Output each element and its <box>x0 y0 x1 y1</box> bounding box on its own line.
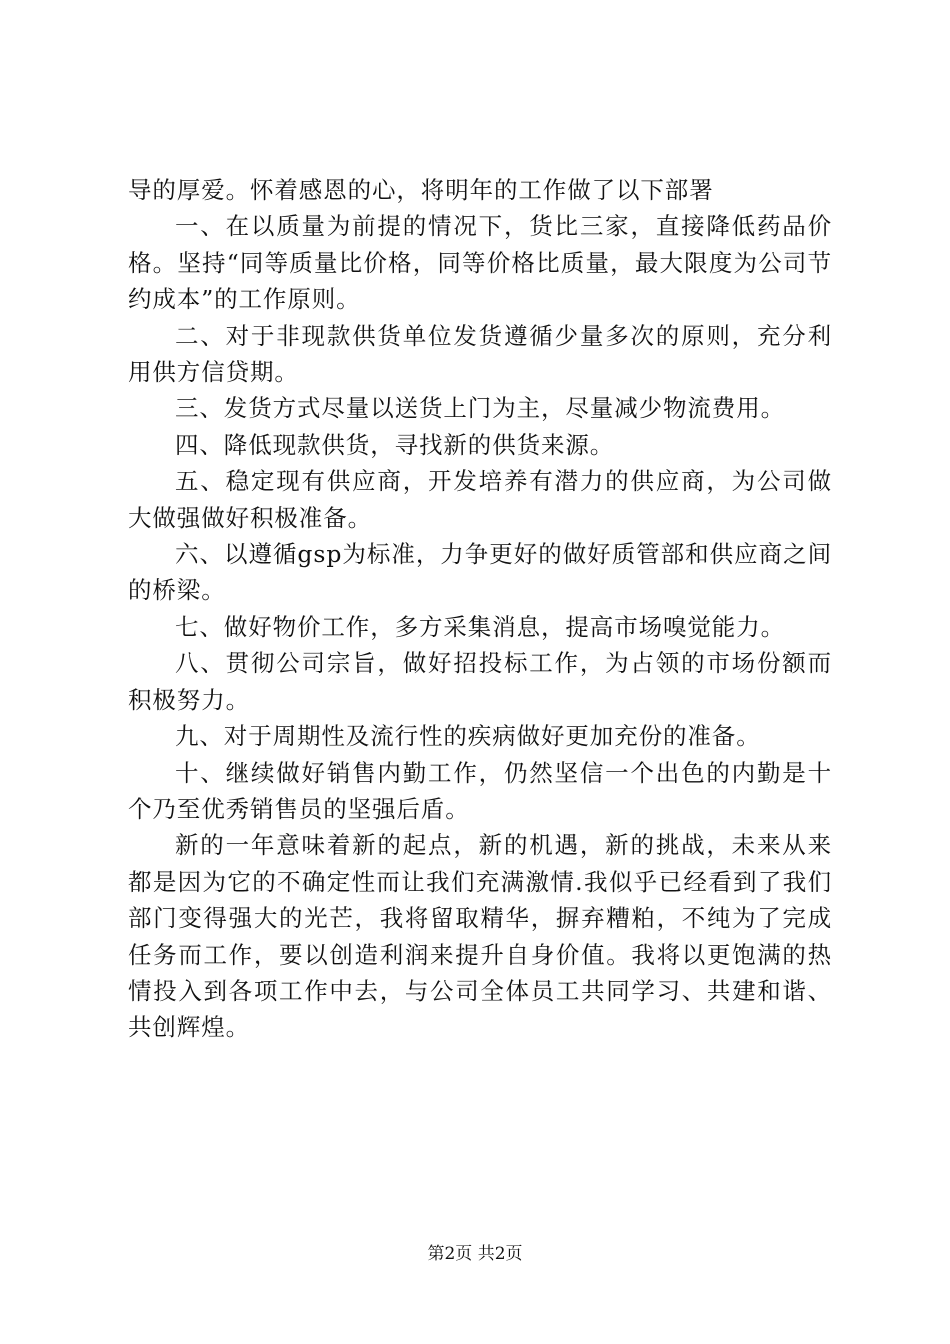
paragraph-closing: 新的一年意味着新的起点，新的机遇，新的挑战，未来从来都是因为它的不确定性而让我们充满激情.我似乎已经看到了我们部门变得强大的光芒，我将留取精华，摒弃糟粕，不纯为了完成任务而工作，要以创造利润来提升自身价值。我将以更饱满的热情投入到各项工作中去，与公司全体员工共同学习、共建和谐、共创辉煌。 <box>128 831 832 1042</box>
paragraph-continuation: 导的厚爱。怀着感恩的心，将明年的工作做了以下部署 <box>128 176 714 204</box>
page-number-label: 第2页 共2页 <box>427 1244 523 1264</box>
paragraph-item-3: 三、发货方式尽量以送货上门为主，尽量减少物流费用。 <box>175 394 785 423</box>
paragraph-item-7: 七、做好物价工作，多方采集消息，提高市场嗅觉能力。 <box>175 612 785 641</box>
paragraph-item-10: 十、继续做好销售内勤工作，仍然坚信一个出色的内勤是十个乃至优秀销售员的坚强后盾。 <box>128 758 832 823</box>
document-body <box>128 172 832 1046</box>
paragraph-item-6: 六、以遵循gsp为标准，力争更好的做好质管部和供应商之间的桥梁。 <box>128 540 832 605</box>
paragraph-item-9: 九、对于周期性及流行性的疾病做好更加充份的准备。 <box>175 722 761 751</box>
page-footer <box>0 1242 950 1266</box>
paragraph-item-2: 二、对于非现款供货单位发货遵循少量多次的原则，充分利用供方信贷期。 <box>128 321 832 387</box>
paragraph-item-4: 四、降低现款供货，寻找新的供货来源。 <box>175 430 615 459</box>
paragraph-item-5: 五、稳定现有供应商，开发培养有潜力的供应商，为公司做大做强做好积极准备。 <box>128 467 832 532</box>
paragraph-item-1: 一、在以质量为前提的情况下，货比三家，直接降低药品价格。坚持“同等质量比价格，同等价格比质量，最大限度为公司节约成本”的工作原则。 <box>128 212 832 314</box>
paragraph-item-8: 八、贯彻公司宗旨，做好招投标工作，为占领的市场份额而积极努力。 <box>128 649 832 714</box>
